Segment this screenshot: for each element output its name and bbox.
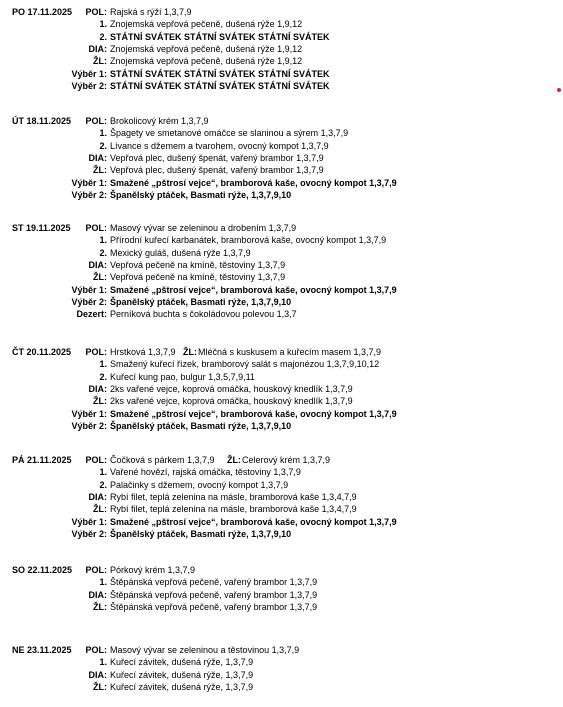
- meal-text: Španělský ptáček, Basmati rýže, 1,3,7,9,10: [110, 528, 292, 539]
- meal-text: Vařené hovězí, rajská omáčka, těstoviny 1,3,7,9: [110, 467, 301, 478]
- meal-label: 2.: [99, 140, 107, 151]
- meal-text: Rajská s rýží 1,3,7,9: [110, 7, 192, 17]
- meal-text: Perníková buchta s čokoládovou polevou 1,3,7: [110, 309, 297, 320]
- meal-label: POL:: [85, 116, 107, 126]
- meal-label: DIA:: [88, 43, 107, 54]
- meal-text: Pórkový krém 1,3,7,9: [110, 565, 196, 575]
- meal-text: Smažené „pštrosí vejce“, bramborová kaše, ovocný kompot 1,3,7,9: [110, 408, 397, 419]
- meal-label: Výběr 2:: [71, 420, 107, 431]
- extra-soup-label: ŽL:: [227, 455, 241, 465]
- meal-label: ŽL:: [93, 681, 107, 692]
- meal-label: ŽL:: [93, 396, 107, 407]
- meal-label: 2.: [99, 479, 107, 490]
- meal-text: Lívance s džemem a tvarohem, ovocný kompot 1,3,7,9: [110, 140, 329, 151]
- meal-text: Znojemská vepřová pečeně, dušená rýže 1,9,12: [110, 56, 303, 67]
- day-heading: NE 23.11.2025: [12, 645, 72, 655]
- meal-label: 2.: [99, 31, 107, 42]
- meal-label: DIA:: [88, 152, 107, 163]
- meal-text: Přírodní kuřecí karbanátek, bramborová kaše, ovocný kompot 1,3,7,9: [110, 235, 387, 246]
- meal-label: DIA:: [88, 589, 107, 600]
- meal-text: Kuřecí závitek, dušená rýže, 1,3,7,9: [110, 681, 254, 692]
- meal-label: POL:: [85, 347, 107, 357]
- meal-text: Štěpánská vepřová pečeně, vařený brambor 1,3,7,9: [110, 601, 318, 612]
- meal-text: Smažené „pštrosí vejce“, bramborová kaše, ovocný kompot 1,3,7,9: [110, 177, 397, 188]
- meal-label: 1.: [99, 577, 107, 588]
- meal-text: 2ks vařené vejce, koprová omáčka, houskový knedlík 1,3,7,9: [110, 396, 353, 407]
- meal-label: 2.: [99, 247, 107, 258]
- meal-text: Kuřecí závitek, dušená rýže, 1,3,7,9: [110, 657, 254, 668]
- day-heading: ČT 20.11.2025: [12, 347, 72, 357]
- meal-label: Výběr 1:: [71, 284, 107, 295]
- meal-label: 1.: [99, 235, 107, 246]
- meal-label: DIA:: [88, 669, 107, 680]
- meal-label: 1.: [99, 359, 107, 370]
- meal-text: Palačinky s džemem, ovocný kompot 1,3,7,9: [110, 479, 289, 490]
- meal-label: 2.: [99, 371, 107, 382]
- meal-text: Štěpánská vepřová pečeně, vařený brambor 1,3,7,9: [110, 577, 318, 588]
- meal-label: Výběr 2:: [71, 528, 107, 539]
- meal-label: Výběr 2:: [71, 80, 107, 91]
- meal-text: Masový vývar se zeleninou a těstovinou 1,3,7,9: [110, 645, 300, 655]
- meal-text: Mexický guláš, dušená rýže 1,3,7,9: [110, 247, 251, 258]
- day-heading: ÚT 18.11.2025: [12, 116, 72, 126]
- meal-text: Vepřová pečeně na kmíně, těstoviny 1,3,7,9: [110, 272, 286, 283]
- day-heading: SO 22.11.2025: [12, 565, 73, 575]
- meal-text: STÁTNÍ SVÁTEK STÁTNÍ SVÁTEK STÁTNÍ SVÁTEK: [110, 80, 330, 91]
- meal-label: Výběr 1:: [71, 516, 107, 527]
- meal-text: Vepřová plec, dušený špenát, vařený brambor 1,3,7,9: [110, 152, 324, 163]
- meal-label: Výběr 1:: [71, 177, 107, 188]
- meal-text: Masový vývar se zeleninou a drobením 1,3,7,9: [110, 223, 297, 233]
- meal-label: POL:: [85, 7, 107, 17]
- meal-label: Výběr 1:: [71, 408, 107, 419]
- meal-label: Výběr 2:: [71, 189, 107, 200]
- meal-text: Vepřová pečeně na kmíně, těstoviny 1,3,7,9: [110, 259, 286, 270]
- meal-text: Štěpánská vepřová pečeně, vařený brambor 1,3,7,9: [110, 589, 318, 600]
- meal-text: Brokolicový krém 1,3,7,9: [110, 116, 209, 126]
- meal-text: Rybí filet, teplá zelenina na másle, bramborová kaše 1,3,4,7,9: [110, 491, 357, 502]
- meal-label: 1.: [99, 467, 107, 478]
- meal-text: Znojemská vepřová pečeně, dušená rýže 1,9,12: [110, 19, 303, 30]
- meal-text: Španělský ptáček, Basmati rýže, 1,3,7,9,10: [110, 420, 292, 431]
- meal-label: POL:: [85, 455, 107, 465]
- meal-text: STÁTNÍ SVÁTEK STÁTNÍ SVÁTEK STÁTNÍ SVÁTEK: [110, 68, 330, 79]
- meal-text: Kuřecí kung pao, bulgur 1,3,5,7,9,11: [110, 371, 255, 382]
- extra-soup-label: ŽL:: [183, 347, 197, 357]
- meal-label: POL:: [85, 565, 107, 575]
- meal-label: Dezert:: [76, 309, 107, 320]
- meal-text: Smažené „pštrosí vejce“, bramborová kaše, ovocný kompot 1,3,7,9: [110, 284, 397, 295]
- meal-label: Výběr 2:: [71, 296, 107, 307]
- day-heading: PO 17.11.2025: [12, 7, 73, 17]
- day-heading: ST 19.11.2025: [12, 223, 71, 233]
- red-dot-marker: [557, 88, 561, 92]
- day-heading: PÁ 21.11.2025: [12, 455, 72, 465]
- extra-soup-text: Mléčná s kuskusem a kuřecím masem 1,3,7,9: [198, 347, 382, 357]
- meal-label: ŽL:: [93, 504, 107, 515]
- meal-label: DIA:: [88, 491, 107, 502]
- meal-label: POL:: [85, 223, 107, 233]
- meal-text: Kuřecí závitek, dušená rýže, 1,3,7,9: [110, 669, 254, 680]
- meal-text: Znojemská vepřová pečeně, dušená rýže 1,9,12: [110, 43, 303, 54]
- meal-text: Španělský ptáček, Basmati rýže, 1,3,7,9,10: [110, 296, 292, 307]
- meal-text: Hrstková 1,3,7,9: [110, 347, 176, 357]
- meal-label: Výběr 1:: [71, 68, 107, 79]
- meal-text: Smažené „pštrosí vejce“, bramborová kaše, ovocný kompot 1,3,7,9: [110, 516, 397, 527]
- meal-label: DIA:: [88, 383, 107, 394]
- meal-text: Špagety ve smetanové omáčce se slaninou a sýrem 1,3,7,9: [110, 128, 349, 139]
- meal-label: ŽL:: [93, 272, 107, 283]
- meal-text: Rybí filet, teplá zelenina na másle, bramborová kaše 1,3,4,7,9: [110, 504, 357, 515]
- meal-label: 1.: [99, 657, 107, 668]
- meal-label: 1.: [99, 128, 107, 139]
- extra-soup-text: Celerový krém 1,3,7,9: [242, 455, 331, 465]
- meal-text: STÁTNÍ SVÁTEK STÁTNÍ SVÁTEK STÁTNÍ SVÁTEK: [110, 31, 330, 42]
- meal-label: ŽL:: [93, 56, 107, 67]
- meal-label: ŽL:: [93, 601, 107, 612]
- meal-label: 1.: [99, 19, 107, 30]
- meal-text: 2ks vařené vejce, koprová omáčka, houskový knedlík 1,3,7,9: [110, 383, 353, 394]
- meal-label: ŽL:: [93, 165, 107, 176]
- meal-text: Čočková s párkem 1,3,7,9: [110, 455, 215, 465]
- meal-text: Španělský ptáček, Basmati rýže, 1,3,7,9,10: [110, 189, 292, 200]
- meal-text: Smažený kuřecí řízek, bramborový salát s majonézou 1,3,7,9,10,12: [110, 359, 380, 370]
- meal-text: Vepřová plec, dušený špenát, vařený brambor 1,3,7,9: [110, 165, 324, 176]
- meal-label: DIA:: [88, 259, 107, 270]
- meal-label: POL:: [85, 645, 107, 655]
